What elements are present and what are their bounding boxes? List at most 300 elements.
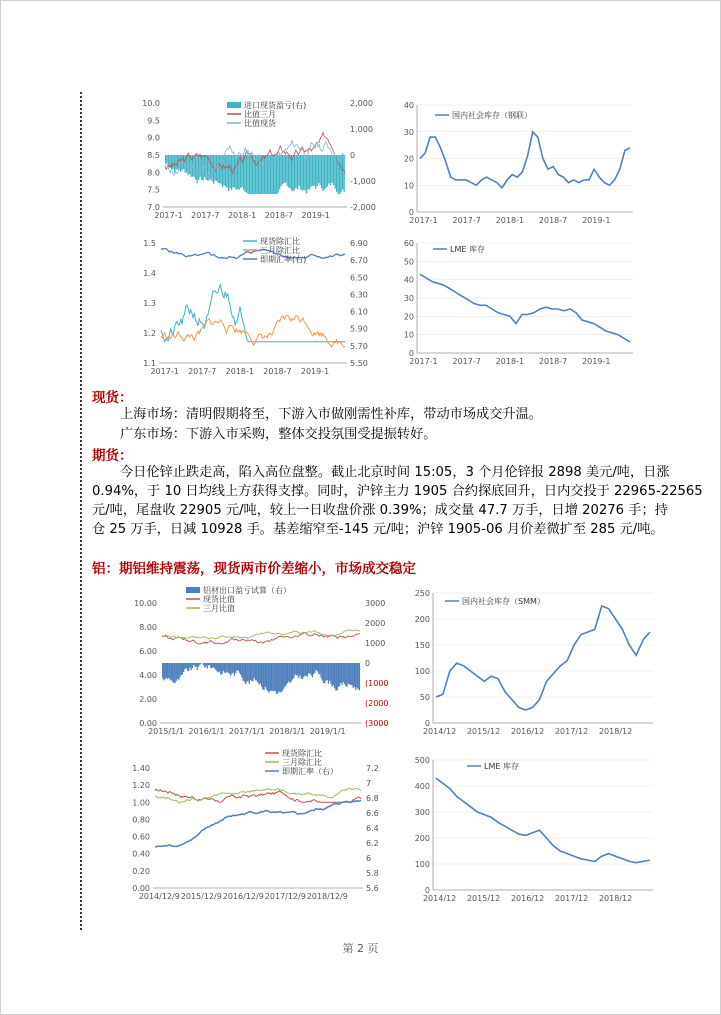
bar-mark [324, 663, 325, 683]
bar-mark [215, 155, 216, 180]
y-tick-label: 8.00 [139, 623, 157, 632]
spot-heading: 现货： [92, 390, 133, 406]
bar-mark [198, 155, 199, 180]
legend-label: 铝材出口盈亏试算（右） [203, 586, 291, 595]
bar-mark [230, 155, 231, 188]
bar-mark [200, 155, 201, 177]
y-right-tick-label: 5.6 [366, 884, 379, 893]
bar-mark [282, 663, 283, 690]
bar-mark [291, 663, 292, 682]
y-right-tick-label: 5.90 [350, 324, 368, 334]
x-tick-label: 2017/12 [554, 727, 589, 736]
bar-mark [329, 663, 330, 681]
y-tick-label: 10.00 [134, 599, 157, 608]
x-tick-label: 2017/12 [554, 894, 589, 903]
bar-mark [278, 155, 279, 193]
y-right-tick-label: 6.90 [350, 239, 368, 248]
x-tick-label: 2015/12 [466, 727, 501, 736]
bar-mark [288, 155, 289, 187]
legend-label: 比值现货 [244, 119, 276, 128]
bar-mark [297, 663, 298, 675]
legend-label: LME 库存 [450, 245, 485, 254]
y-tick-label: 100 [414, 860, 430, 869]
y-tick-label: 0 [408, 208, 414, 217]
bar-mark [189, 663, 190, 668]
bar-mark [270, 155, 271, 194]
bar-mark [188, 663, 189, 671]
bar-mark [234, 155, 235, 188]
bar-mark [167, 663, 168, 679]
bar-mark [301, 663, 302, 679]
y-right-tick-label: 6.70 [350, 256, 368, 266]
x-tick-label: 2017/12/9 [264, 892, 306, 901]
legend-swatch [227, 102, 241, 108]
bar-mark [261, 155, 262, 194]
bar-mark [265, 663, 266, 687]
bar-mark [246, 663, 247, 682]
bar-mark [332, 155, 333, 183]
bar-mark [298, 663, 299, 678]
y-right-tick-label: 5.50 [350, 359, 368, 368]
bar-mark [268, 663, 269, 693]
x-tick-label: 2017-1 [154, 211, 183, 220]
bar-mark [296, 155, 297, 188]
bar-mark [194, 155, 195, 177]
bar-mark [289, 663, 290, 683]
y-tick-label: 50 [403, 257, 414, 267]
bar-mark [194, 663, 195, 666]
y-tick-label: 200 [414, 615, 430, 624]
bar-mark [351, 663, 352, 685]
y-right-tick-label: 6.4 [366, 824, 379, 833]
legend-label: 国内社会库存（SMM） [462, 597, 545, 606]
bar-mark [330, 663, 331, 684]
y-tick-label: 10.0 [142, 99, 160, 108]
x-tick-label: 2014/12 [422, 727, 457, 736]
bar-mark [258, 155, 259, 194]
bar-mark [178, 663, 179, 680]
bar-mark [341, 663, 342, 685]
legend-label: 三月比值 [203, 604, 235, 613]
x-tick-label: 2018/12 [598, 727, 633, 736]
bar-mark [193, 663, 194, 665]
bar-mark [314, 663, 315, 673]
spot-ratio-line [161, 285, 345, 342]
y-tick-label: 150 [414, 641, 430, 650]
bar-mark [286, 663, 287, 685]
bar-mark [233, 663, 234, 673]
x-tick-label: 2017-1 [150, 367, 179, 376]
bar-mark [356, 663, 357, 688]
bar-mark [166, 663, 167, 678]
y-tick-label: 0 [424, 719, 430, 728]
bar-mark [344, 663, 345, 684]
x-tick-label: 2016/1/1 [188, 727, 225, 736]
bar-mark [343, 663, 344, 682]
bar-mark [245, 155, 246, 192]
x-tick-label: 2015/12/9 [180, 892, 222, 901]
x-tick-label: 2017-7 [191, 211, 220, 220]
y-tick-label: 200 [414, 834, 430, 843]
data-line [420, 132, 630, 188]
bar-mark [309, 663, 310, 674]
chart-zinc-lme-stock [395, 233, 640, 383]
bar-mark [172, 663, 173, 682]
bar-mark [321, 155, 322, 188]
y-right-tick-label: 0 [365, 659, 371, 668]
futures-line: 0.94%，于 10 日均线上方获得支撑。同时，沪锌主力 1905 合约探底回升，日内交投于 22965-22565 [92, 484, 703, 499]
y-tick-label: 1.1 [143, 359, 156, 368]
chart-zinc-import-ratio [135, 233, 385, 383]
bar-mark [218, 663, 219, 672]
bar-mark [322, 663, 323, 680]
y-right-tick-label: 3000 [365, 599, 386, 608]
x-tick-label: 2018/1/1 [269, 727, 306, 736]
bar-mark [349, 663, 350, 685]
bar-mark [325, 663, 326, 681]
bar-mark [336, 663, 337, 690]
bar-mark [300, 155, 301, 190]
bar-mark [251, 155, 252, 194]
bar-mark [182, 663, 183, 675]
bar-mark [293, 155, 294, 191]
bar-mark [308, 155, 309, 189]
bar-mark [262, 663, 263, 690]
bar-mark [329, 155, 330, 183]
x-tick-label: 2016/12/9 [222, 892, 264, 901]
bar-mark [188, 155, 189, 175]
bar-mark [200, 663, 201, 664]
bar-mark [173, 663, 174, 683]
legend-label: 现货除汇比 [260, 237, 300, 246]
bar-mark [338, 155, 339, 194]
bar-mark [358, 663, 359, 689]
bar-mark [216, 663, 217, 672]
legend-label: 现货比值 [203, 595, 235, 604]
x-tick-label: 2016/12 [510, 727, 545, 736]
y-right-tick-label: 5.8 [366, 869, 379, 878]
legend-swatch [186, 587, 200, 593]
bar-mark [314, 155, 315, 186]
bar-mark [254, 663, 255, 678]
bar-mark [225, 663, 226, 673]
ratio-3m-line [161, 315, 345, 347]
bar-mark [285, 155, 286, 183]
bar-mark [263, 663, 264, 690]
bar-mark [255, 155, 256, 194]
bar-mark [184, 663, 185, 669]
bar-mark [168, 663, 169, 678]
bar-mark [214, 663, 215, 669]
y-right-tick-label: -2,000 [350, 203, 376, 212]
bar-mark [259, 663, 260, 685]
bar-mark [282, 155, 283, 184]
bar-mark [199, 663, 200, 665]
data-line [436, 778, 650, 863]
futures-heading: 期货： [92, 448, 133, 464]
bar-mark [267, 155, 268, 194]
bar-mark [179, 663, 180, 677]
bar-mark [205, 663, 206, 666]
bar-mark [224, 155, 225, 185]
bar-mark [240, 663, 241, 674]
x-tick-label: 2017-7 [188, 367, 217, 376]
bar-mark [260, 663, 261, 683]
bar-mark [355, 663, 356, 690]
bar-mark [231, 663, 232, 674]
bar-mark [266, 663, 267, 689]
bar-mark [176, 155, 177, 170]
x-tick-label: 2018-1 [227, 211, 257, 220]
bar-mark [294, 663, 295, 675]
bar-mark [311, 663, 312, 675]
bar-mark [256, 663, 257, 681]
y-tick-label: 1.00 [132, 798, 150, 808]
bar-mark [292, 663, 293, 680]
bar-mark [167, 155, 168, 163]
y-tick-label: 20 [403, 312, 414, 322]
bar-mark [237, 663, 238, 671]
bar-mark [220, 663, 221, 675]
margin-dotted-line [80, 92, 82, 930]
bar-mark [234, 663, 235, 676]
x-tick-label: 2018-7 [264, 211, 294, 220]
y-tick-label: 50 [419, 693, 430, 702]
bar-mark [309, 155, 310, 190]
bar-mark [281, 155, 282, 186]
y-tick-label: 250 [414, 589, 430, 598]
x-tick-label: 2018/12/9 [306, 892, 348, 901]
page-number: 第 2 页 [342, 942, 379, 955]
bar-mark [312, 155, 313, 186]
bar-mark [270, 663, 271, 691]
bar-mark [261, 663, 262, 687]
y-tick-label: 0.00 [132, 884, 150, 893]
bar-mark [354, 663, 355, 687]
bar-mark [245, 663, 246, 684]
bar-mark [204, 663, 205, 667]
bar-mark [226, 663, 227, 672]
bar-mark [181, 663, 182, 675]
bar-mark [257, 155, 258, 194]
y-right-tick-label: 0 [350, 151, 356, 160]
bar-mark [247, 663, 248, 681]
y-tick-label: 40 [403, 101, 414, 110]
bar-mark [223, 663, 224, 671]
bar-mark [281, 663, 282, 692]
futures-line: 仓 25 万手，日减 10928 手。基差缩窄至-145 元/吨；沪锌 1905-06 月价差微扩至 285 元/吨。 [92, 522, 664, 537]
y-tick-label: 4.00 [139, 671, 157, 680]
futures-line: 元/吨，尾盘收 22905 元/吨，较上一日收盘价涨 0.39%；成交量 47.7 万手，日增 20276 手；持 [92, 503, 668, 518]
bar-mark [239, 663, 240, 673]
x-tick-label: 2019-1 [300, 367, 330, 376]
x-tick-label: 2017-1 [409, 357, 438, 366]
spot-guangdong: 广东市场：下游入市采购，整体交投氛围受提振转好。 [120, 427, 437, 442]
bar-mark [164, 663, 165, 679]
bar-mark [230, 663, 231, 676]
bar-mark [173, 155, 174, 169]
y-tick-label: 10 [403, 330, 414, 340]
bar-mark [335, 155, 336, 189]
legend-label: 国内社会库存（钢联） [452, 111, 532, 120]
bar-mark [346, 663, 347, 687]
bar-mark [284, 155, 285, 183]
bar-mark [297, 155, 298, 190]
bar-mark [210, 663, 211, 668]
fx-line [155, 801, 361, 847]
y-right-tick-label: 5.70 [350, 341, 368, 351]
bar-mark [327, 155, 328, 186]
x-tick-label: 2019/1/1 [309, 727, 346, 736]
bar-mark [288, 663, 289, 681]
bar-mark [276, 663, 277, 694]
data-line [436, 606, 650, 710]
bar-mark [248, 155, 249, 194]
bar-mark [333, 663, 334, 685]
bar-mark [340, 663, 341, 683]
bar-mark [348, 663, 349, 684]
y-right-tick-label: 7 [366, 779, 372, 788]
bar-mark [229, 663, 230, 674]
bar-mark [227, 155, 228, 188]
bar-mark [342, 155, 343, 190]
y-right-tick-label: 1,000 [350, 125, 373, 134]
legend-label: 即期汇率（右） [282, 767, 338, 776]
y-tick-label: 60 [403, 239, 414, 248]
x-tick-label: 2017-7 [452, 357, 481, 366]
bar-mark [328, 663, 329, 684]
chart-al-ratio [130, 583, 400, 743]
y-tick-label: 100 [414, 667, 430, 676]
y-right-tick-label: (1000 [365, 679, 389, 688]
bar-mark [324, 155, 325, 189]
y-right-tick-label: (3000 [365, 719, 389, 728]
y-tick-label: 8.0 [147, 168, 160, 178]
bar-mark [249, 155, 250, 194]
bar-mark [236, 155, 237, 190]
bar-mark [302, 155, 303, 191]
bar-mark [209, 663, 210, 665]
spot-shanghai: 上海市场：清明假期将至，下游入市做刚需性补库，带动市场成交升温。 [120, 407, 542, 422]
x-tick-label: 2019-1 [582, 357, 611, 366]
bar-mark [308, 663, 309, 673]
bar-mark [323, 663, 324, 683]
bar-mark [213, 663, 214, 667]
x-tick-label: 2019-1 [582, 216, 611, 225]
bar-mark [327, 663, 328, 680]
bar-mark [315, 155, 316, 189]
bar-mark [287, 663, 288, 683]
bar-mark [174, 663, 175, 683]
bar-mark [338, 663, 339, 687]
x-tick-label: 2018-1 [495, 357, 525, 366]
x-tick-label: 2015/1/1 [148, 727, 185, 736]
bar-mark [307, 663, 308, 677]
bar-mark [271, 663, 272, 691]
bar-mark [195, 155, 196, 180]
y-right-tick-label: 2,000 [350, 99, 373, 108]
bar-mark [208, 663, 209, 665]
y-tick-label: 500 [414, 756, 430, 765]
x-tick-label: 2016/12 [510, 894, 545, 903]
x-tick-label: 2018-1 [495, 216, 525, 225]
y-right-tick-label: 6.8 [366, 794, 379, 803]
x-tick-label: 2018/12 [598, 894, 633, 903]
legend-label: 三月除汇比 [282, 758, 322, 767]
bar-mark [197, 663, 198, 670]
legend-label: 三月除汇比 [260, 246, 300, 255]
bar-mark [185, 155, 186, 173]
bar-mark [296, 663, 297, 675]
legend-label: LME 库存 [484, 762, 519, 771]
bar-mark [272, 663, 273, 691]
bar-mark [237, 155, 238, 189]
x-tick-label: 2019-1 [301, 211, 330, 220]
bar-mark [207, 663, 208, 669]
bar-mark [225, 155, 226, 187]
bar-mark [228, 663, 229, 673]
bar-mark [344, 155, 345, 192]
ratio-3m-line [162, 630, 360, 639]
bar-mark [279, 155, 280, 189]
bar-mark [241, 663, 242, 677]
bar-mark [190, 663, 191, 670]
y-tick-label: 0.80 [132, 815, 150, 825]
bar-mark [249, 663, 250, 684]
bar-mark [311, 155, 312, 187]
data-line [420, 274, 630, 342]
y-tick-label: 0.20 [132, 866, 150, 876]
y-tick-label: 40 [403, 275, 414, 285]
bar-mark [219, 155, 220, 183]
x-tick-label: 2014/12 [422, 894, 457, 903]
bar-mark [275, 663, 276, 691]
bar-mark [315, 663, 316, 670]
y-tick-label: 1.3 [143, 299, 156, 308]
x-tick-label: 2018-7 [263, 367, 292, 376]
y-right-tick-label: 6.6 [366, 809, 379, 818]
y-right-tick-label: (2000 [365, 699, 389, 708]
y-tick-label: 30 [403, 294, 414, 303]
bar-mark [326, 155, 327, 188]
y-tick-label: 7.5 [147, 185, 160, 195]
bar-mark [287, 155, 288, 186]
y-tick-label: 1.4 [143, 269, 156, 278]
y-tick-label: 300 [414, 808, 430, 817]
bar-mark [294, 155, 295, 190]
bar-mark [163, 663, 164, 680]
y-right-tick-label: 6.2 [366, 839, 379, 848]
bar-mark [332, 663, 333, 687]
legend-label: 即期汇率(右) [260, 255, 307, 264]
bar-mark [304, 663, 305, 676]
y-tick-label: 0 [424, 886, 430, 895]
y-right-tick-label: 6.50 [350, 273, 368, 283]
bar-mark [162, 663, 163, 679]
y-tick-label: 0.40 [132, 849, 150, 859]
bar-mark [317, 663, 318, 671]
y-right-tick-label: 6.10 [350, 307, 368, 317]
y-tick-label: 0.00 [139, 719, 157, 728]
bar-mark [203, 663, 204, 665]
bar-mark [176, 663, 177, 681]
bar-mark [215, 663, 216, 670]
bar-mark [183, 663, 184, 672]
bar-mark [263, 155, 264, 194]
bar-mark [192, 663, 193, 668]
bar-mark [195, 663, 196, 667]
bar-mark [244, 663, 245, 682]
